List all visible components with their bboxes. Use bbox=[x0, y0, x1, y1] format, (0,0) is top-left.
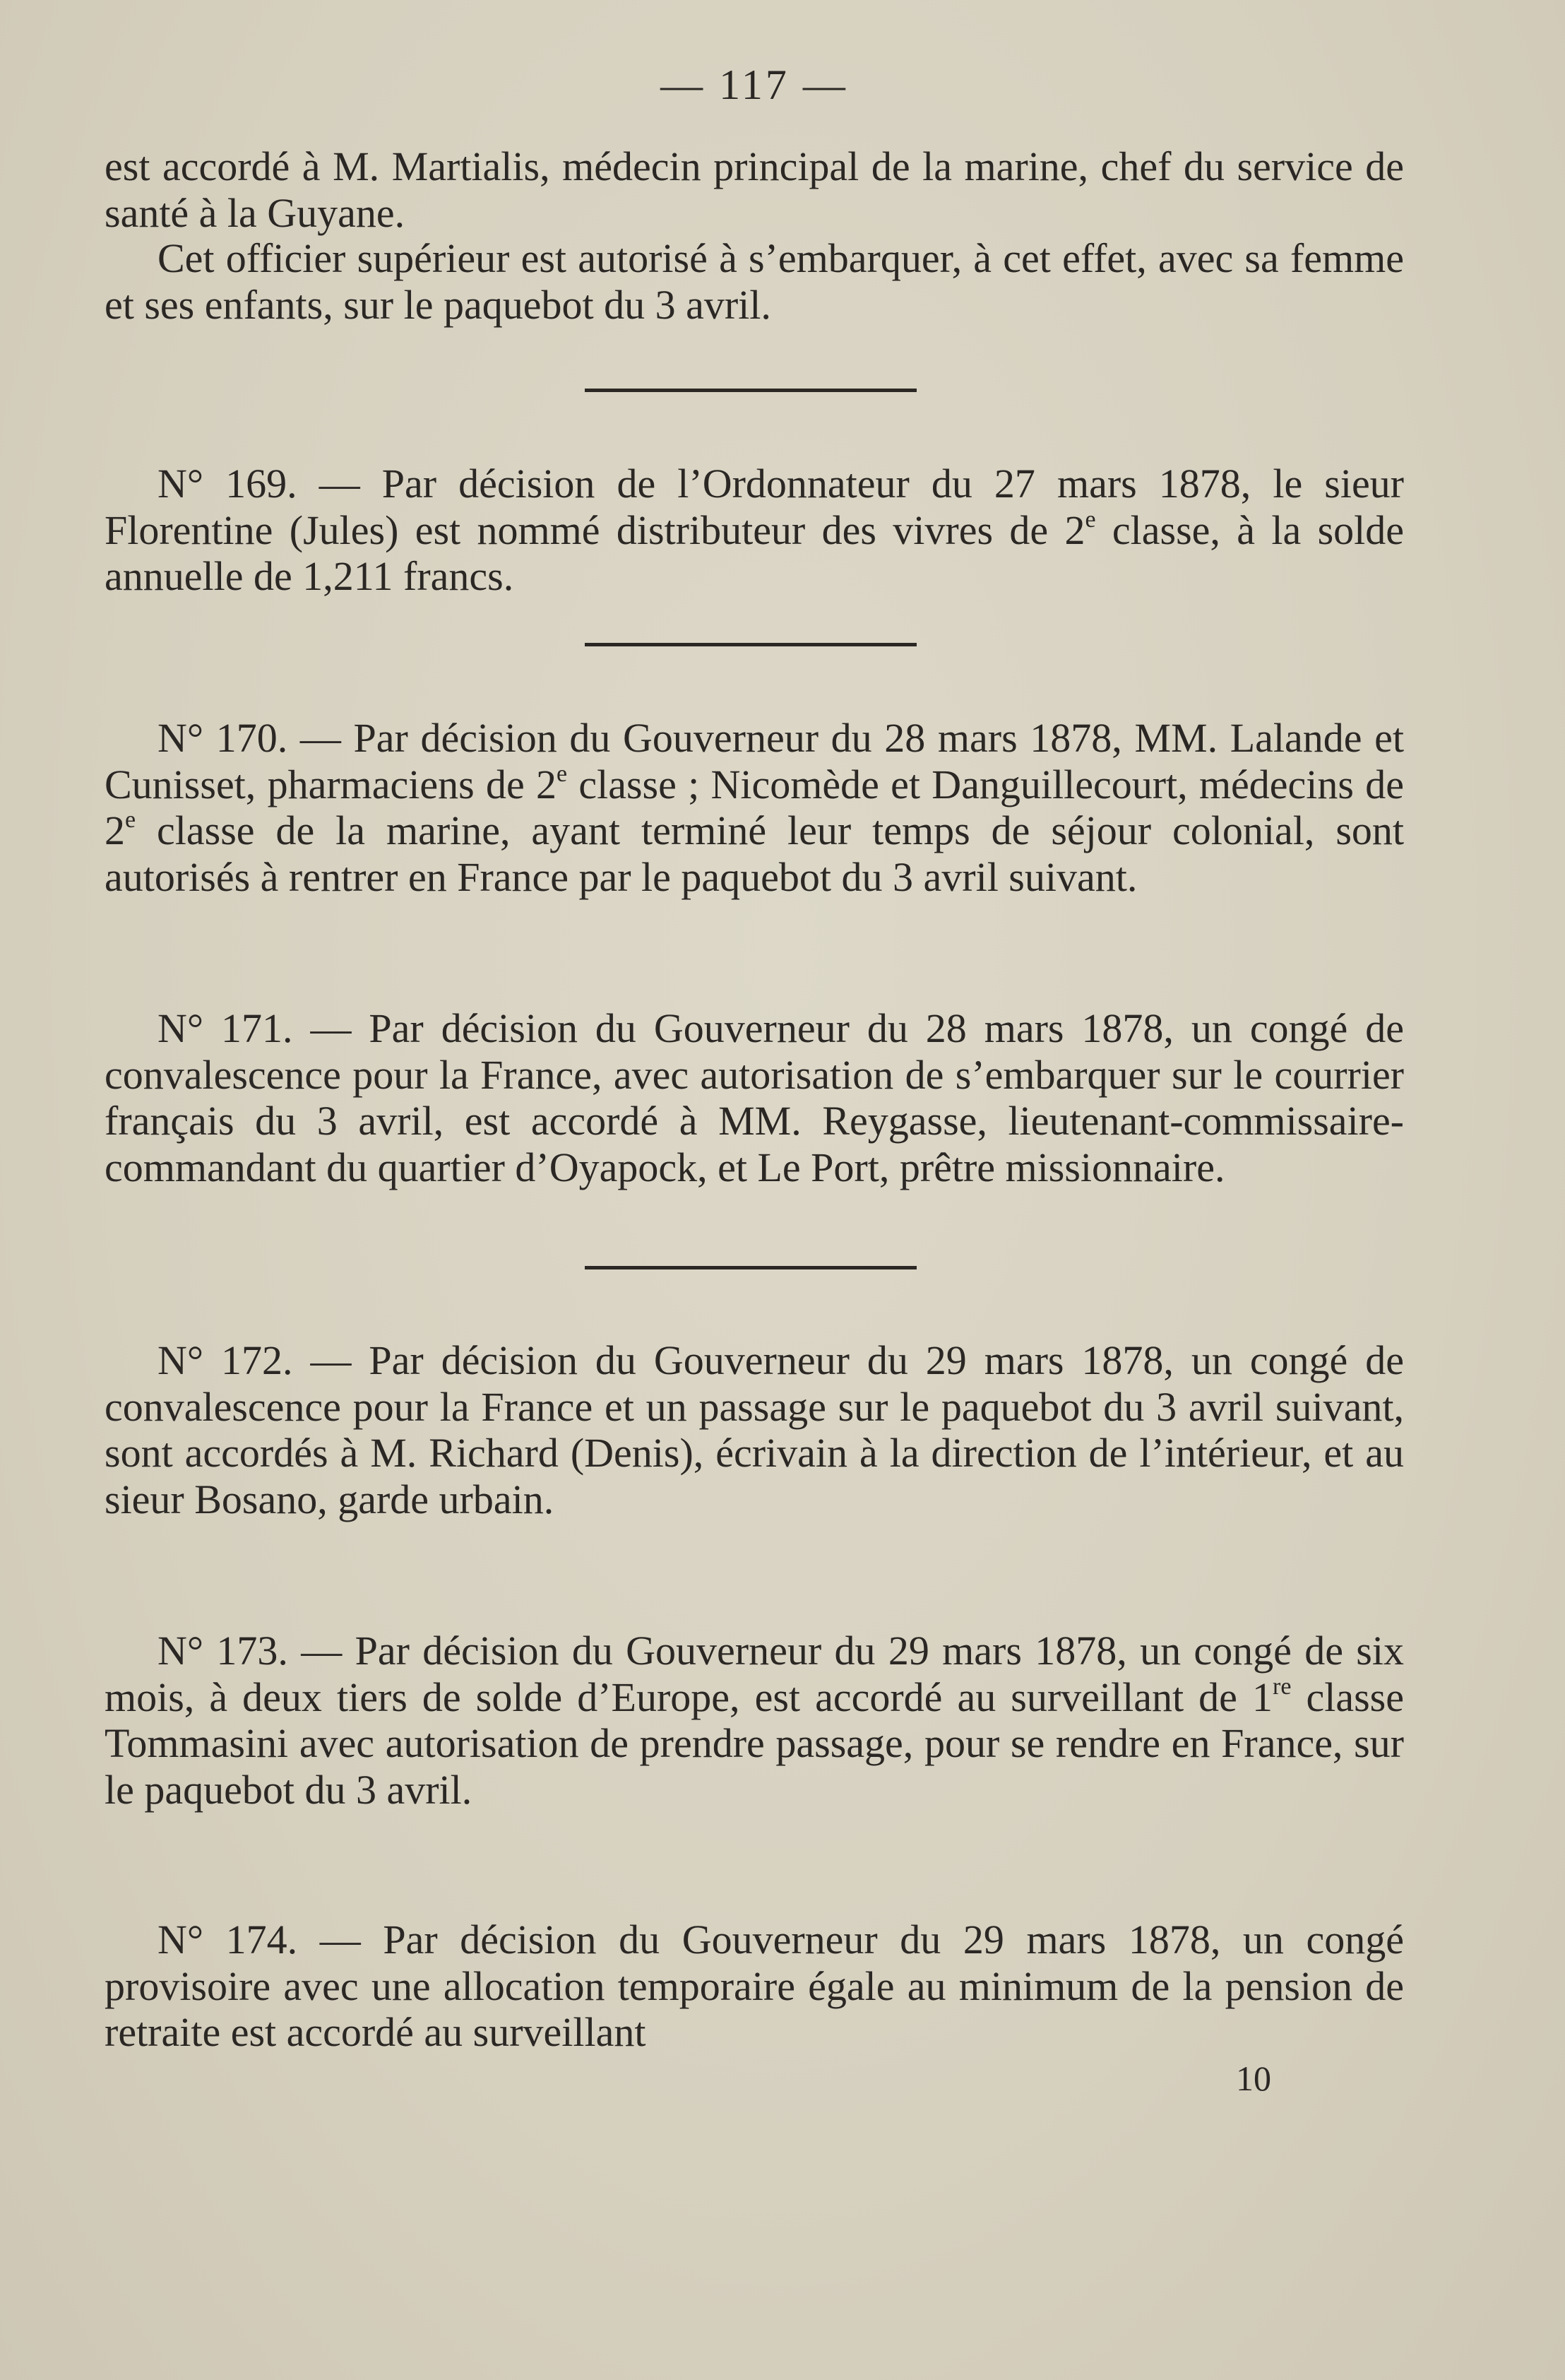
paragraph-169 bbox=[105, 461, 1404, 600]
paragraph-text: N° 169. — Par décision de l’Ordonnateur du 27 mars 1878, le sieur Florentine (Jules) est nommé distributeur des vivres de 2 bbox=[105, 461, 1404, 553]
paragraph-text: classe de la marine, ayant terminé leur temps de séjour colonial, sont autorisés à rentrer en France par le paquebot du 3 avril suivant. bbox=[105, 807, 1404, 900]
paragraph-174 bbox=[105, 1917, 1404, 2056]
paragraph-text: N° 172. — Par décision du Gouverneur du 29 mars 1878, un congé de convalescence pour la France et un passage sur le paquebot du 3 avril suivant, sont accordés à M. Richard (Denis), écrivain à la direction de l’intérieur, et au sieur Bosano, garde urbain. bbox=[105, 1337, 1404, 1522]
superscript: e bbox=[125, 807, 136, 833]
paragraph-text: N° 171. — Par décision du Gouverneur du 28 mars 1878, un congé de convalescence pour la France, avec autorisation de s’embarquer sur le courrier français du 3 avril, est accordé à MM. Reygasse, lieutenant-commissaire-commandant du quartier d’Oyapock, et Le Port, prêtre missionnaire. bbox=[105, 1005, 1404, 1190]
paragraph-text: N° 174. — Par décision du Gouverneur du 29 mars 1878, un congé provisoire avec une allocation temporaire égale au minimum de la pension de retraite est accordé au surveillant bbox=[105, 1917, 1404, 2055]
paragraph-continuation bbox=[105, 143, 1404, 236]
page-number: — 117 — bbox=[660, 61, 848, 108]
section-divider bbox=[585, 389, 917, 392]
paragraph-172 bbox=[105, 1337, 1404, 1522]
paragraph-text: classe ; Nicomède et Danguillecourt, médecins de 2 bbox=[105, 761, 1404, 853]
paragraph-text: N° 170. — Par décision du Gouverneur du 28 mars 1878, MM. Lalande et Cunisset, pharmaciens de 2 bbox=[105, 715, 1404, 807]
superscript: e bbox=[556, 760, 568, 787]
section-divider bbox=[585, 643, 917, 646]
signature-mark: 10 bbox=[1236, 2059, 1271, 2098]
paragraph-officer bbox=[105, 235, 1404, 328]
paragraph-170 bbox=[105, 715, 1404, 900]
paragraph-171 bbox=[105, 1005, 1404, 1190]
section-divider bbox=[585, 1266, 917, 1269]
paragraph-text: Cet officier supérieur est autorisé à s’embarquer, à cet effet, avec sa femme et ses enfants, sur le paquebot du 3 avril. bbox=[105, 235, 1404, 328]
paragraph-text: classe Tommasini avec autorisation de prendre passage, pour se rendre en France, sur le paquebot du 3 avril. bbox=[105, 1674, 1404, 1813]
document-page bbox=[105, 57, 1404, 2331]
paragraph-text: classe, à la solde annuelle de 1,211 francs. bbox=[105, 507, 1404, 599]
paragraph-text: N° 173. — Par décision du Gouverneur du 29 mars 1878, un congé de six mois, à deux tiers de solde d’Europe, est accordé au surveillant de 1 bbox=[105, 1628, 1404, 1720]
superscript: re bbox=[1273, 1673, 1292, 1700]
paragraph-text: est accordé à M. Martialis, médecin principal de la marine, chef du service de santé à la Guyane. bbox=[105, 143, 1404, 236]
paragraph-173 bbox=[105, 1628, 1404, 1813]
superscript: e bbox=[1085, 506, 1096, 533]
